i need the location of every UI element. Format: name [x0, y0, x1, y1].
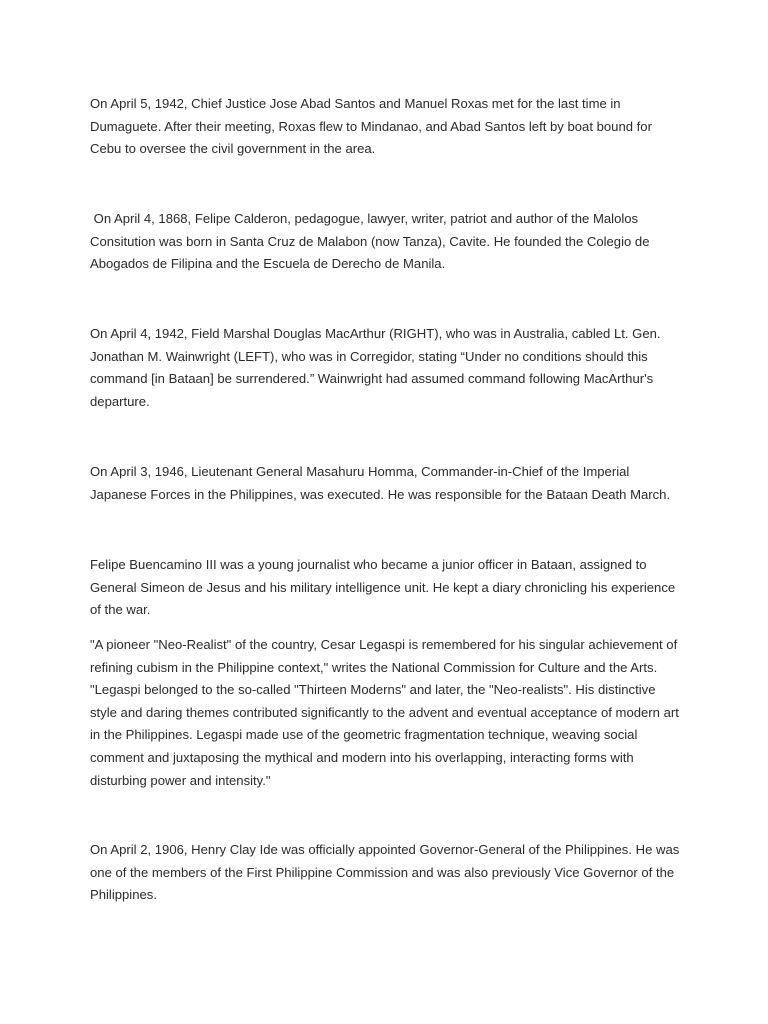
paragraph-felipe-calderon: On April 4, 1868, Felipe Calderon, pedagogue, lawyer, writer, patriot and author of the Malolos Consitution was born in Santa Cruz de Malabon (now Tanza), Cavite. He founded the Colegio de Abogados de Filipina and the Escuela de Derecho de Manila. — [90, 211, 653, 272]
paragraph-macarthur-wainwright: On April 4, 1942, Field Marshal Douglas MacArthur (RIGHT), who was in Australia, cabled Lt. Gen. Jonathan M. Wainwright (LEFT), who was in Corregidor, stating “Under no conditions should this command [in Bataan] be surrendered.” Wainwright had assumed command following MacArthur's departure. — [90, 326, 665, 409]
paragraph-masahuru-homma: On April 3, 1946, Lieutenant General Masahuru Homma, Commander-in-Chief of the Imperial Japanese Forces in the Philippines, was executed. He was responsible for the Bataan Death March. — [90, 464, 671, 502]
paragraph-felipe-buencamino: Felipe Buencamino III was a young journalist who became a junior officer in Bataan, assigned to General Simeon de Jesus and his military intelligence unit. He kept a diary chronicling his experience of the war. — [90, 557, 679, 618]
paragraph-cesar-legaspi: "A pioneer "Neo-Realist" of the country, Cesar Legaspi is remembered for his singular achievement of refining cubism in the Philippine context," writes the National Commission for Culture and the Arts. "Legaspi belonged to the so-called "Thirteen Moderns" and later, the "Neo-realists". His distinctive style and daring themes contributed significantly to the advent and eventual acceptance of modern art in the Philippines. Legaspi made use of the geometric fragmentation technique, weaving social comment and juxtaposing the mythical and modern into his overlapping, interacting forms with disturbing power and intensity." — [90, 637, 683, 788]
paragraph-henry-clay-ide: On April 2, 1906, Henry Clay Ide was officially appointed Governor-General of the Philippines. He was one of the members of the First Philippine Commission and was also previously Vice Governor of the Philippines. — [90, 842, 683, 903]
paragraph-abad-santos-roxas: On April 5, 1942, Chief Justice Jose Abad Santos and Manuel Roxas met for the last time in Dumaguete. After their meeting, Roxas flew to Mindanao, and Abad Santos left by boat bound for Cebu to oversee the civil government in the area. — [90, 96, 656, 157]
